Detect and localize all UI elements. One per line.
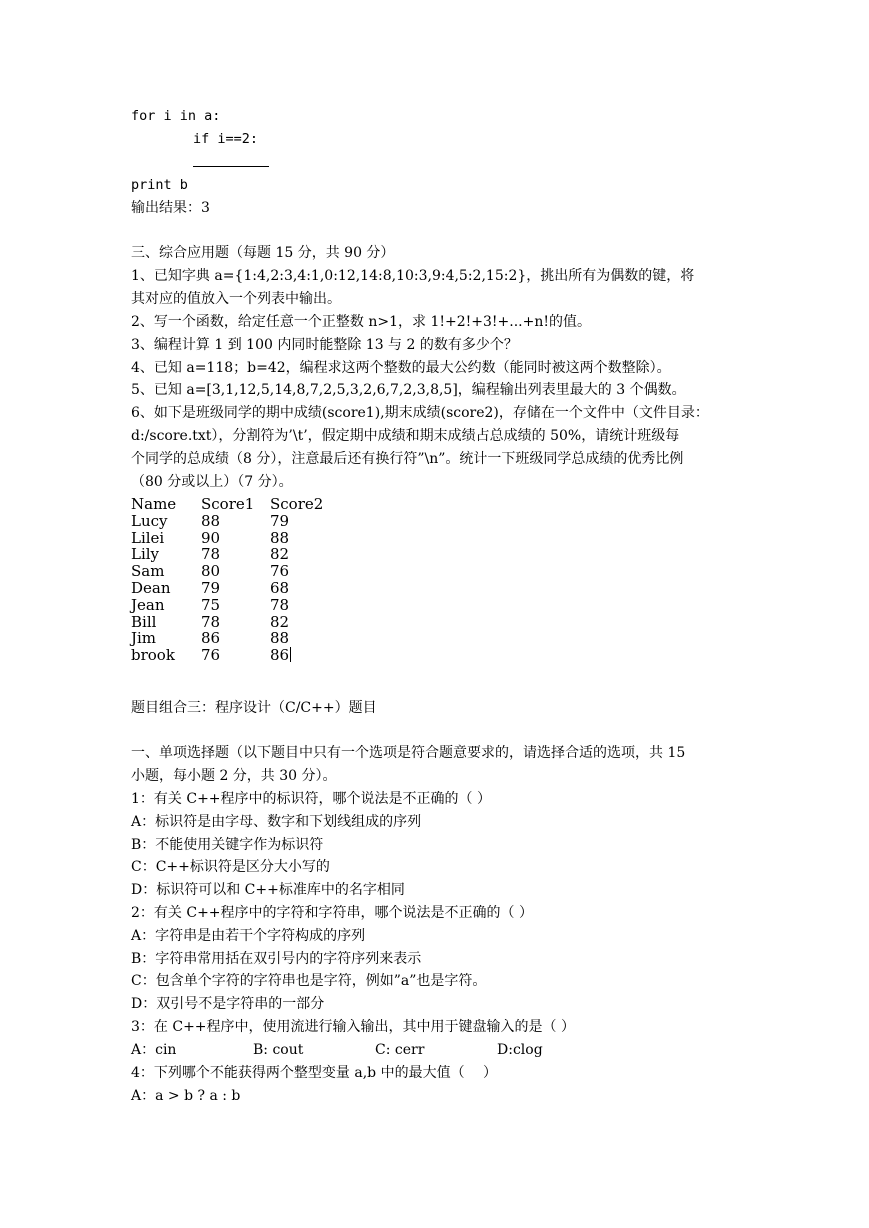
q4: 4、已知 a=118；b=42，编程求这两个整数的最大公约数（能同时被这两个数整除）。	[131, 360, 671, 376]
cell-score1: 90	[201, 528, 221, 547]
cell-name: Sam	[131, 562, 165, 581]
cell-score1: 75	[201, 595, 221, 614]
cell-score2: 82	[270, 612, 290, 631]
group3-title: 题目组合三：程序设计（C/C++）题目	[131, 700, 377, 716]
cell-score2: 88	[270, 528, 290, 547]
mc-q2-option-b: B：字符串常用括在双引号内的字符序列来表示	[131, 951, 422, 967]
mc-q2: 2：有关 C++程序中的字符和字符串，哪个说法是不正确的（ ）	[131, 905, 533, 921]
cell-score2: 76	[270, 562, 290, 581]
mc-q2-option-d: D：双引号不是字符串的一部分	[131, 996, 325, 1012]
cell-score2: 78	[270, 595, 290, 614]
output-result: 输出结果：3	[131, 200, 210, 216]
q2: 2、写一个函数，给定任意一个正整数 n>1，求 1!+2!+3!+...+n!的值。	[131, 314, 591, 330]
code-line-if: if i==2:	[193, 131, 259, 147]
section3-heading: 三、综合应用题（每题 15 分，共 90 分）	[131, 245, 395, 261]
q1-line2: 其对应的值放入一个列表中输出。	[131, 291, 341, 307]
q6-line3: 个同学的总成绩（8 分），注意最后还有换行符”\n”。统计一下班级同学总成绩的优秀比例	[131, 451, 684, 467]
cell-score1: 86	[201, 629, 221, 648]
cell-name: Jim	[131, 629, 157, 648]
q3: 3、编程计算 1 到 100 内同时能整除 13 与 2 的数有多少个？	[131, 337, 518, 353]
q6-line4: （80 分或以上）（7 分）。	[131, 474, 293, 490]
mc-q1-option-b: B：不能使用关键字作为标识符	[131, 837, 324, 853]
mc-q4-option-a: A：a > b ? a : b	[131, 1088, 241, 1104]
mc-q2-option-c: C：包含单个字符的字符串也是字符，例如”a”也是字符。	[131, 973, 487, 989]
code-line-for: for i in a:	[131, 108, 221, 124]
cell-score2: 79	[270, 511, 290, 530]
cell-name: Lilei	[131, 528, 165, 547]
text-cursor	[290, 647, 291, 662]
mc-q1-option-d: D：标识符可以和 C++标准库中的名字相同	[131, 882, 405, 898]
mc-q1-option-c: C：C++标识符是区分大小写的	[131, 859, 330, 875]
mc-q1: 1：有关 C++程序中的标识符，哪个说法是不正确的（ ）	[131, 791, 491, 807]
cell-name: Bill	[131, 612, 157, 631]
cell-score2: 82	[270, 545, 290, 564]
cell-score2: 86	[270, 646, 290, 665]
cell-name: Dean	[131, 578, 171, 597]
code-blank-line	[193, 166, 269, 167]
cell-score1: 78	[201, 612, 221, 631]
cell-name: Lily	[131, 545, 160, 564]
cell-name: Jean	[131, 595, 165, 614]
mc-q3-option-a: A：cin	[131, 1042, 177, 1058]
mc-q2-option-a: A：字符串是由若干个字符构成的序列	[131, 928, 366, 944]
cell-score1: 79	[201, 578, 221, 597]
mc-q1-option-a: A：标识符是由字母、数字和下划线组成的序列	[131, 814, 422, 830]
q6-line1: 6、如下是班级同学的期中成绩(score1),期末成绩(score2)，存储在一个文件中（文件目录：	[131, 405, 709, 421]
cell-score1: 80	[201, 562, 221, 581]
cell-name: Lucy	[131, 511, 168, 530]
mc-q4: 4：下列哪个不能获得两个整型变量 a,b 中的最大值（ ）	[131, 1065, 498, 1081]
header-score2: Score2	[270, 495, 324, 513]
q6-line2: d:/score.txt），分割符为’\t’，假定期中成绩和期末成绩占总成绩的 50%，请统计班级每	[131, 428, 680, 444]
header-name: Name	[131, 495, 177, 513]
cell-score1: 88	[201, 511, 221, 530]
q5: 5、已知 a=[3,1,12,5,14,8,7,2,5,3,2,6,7,2,3,8,5]，编程输出列表里最大的 3 个偶数。	[131, 382, 686, 398]
q1-line1: 1、已知字典 a={1:4,2:3,4:1,0:12,14:8,10:3,9:4,5:2,15:2}，挑出所有为偶数的键，将	[131, 268, 695, 284]
section1-heading-line2: 小题，每小题 2 分，共 30 分）。	[131, 768, 337, 784]
cell-score1: 76	[201, 646, 221, 665]
cell-score2-with-cursor[interactable]	[270, 647, 291, 664]
section1-heading-line1: 一、单项选择题（以下题目中只有一个选项是符合题意要求的，请选择合适的选项，共 15	[131, 745, 686, 761]
cell-name: brook	[131, 646, 175, 665]
mc-q3-option-c: C: cerr	[375, 1042, 425, 1058]
mc-q3-option-d: D:clog	[497, 1042, 543, 1058]
cell-score2: 68	[270, 578, 290, 597]
header-score1: Score1	[201, 495, 255, 513]
code-line-print: print b	[131, 177, 188, 193]
mc-q3: 3：在 C++程序中，使用流进行输入输出，其中用于键盘输入的是（ ）	[131, 1019, 575, 1035]
mc-q3-option-b: B: cout	[253, 1042, 304, 1058]
cell-score1: 78	[201, 545, 221, 564]
cell-score2: 88	[270, 629, 290, 648]
